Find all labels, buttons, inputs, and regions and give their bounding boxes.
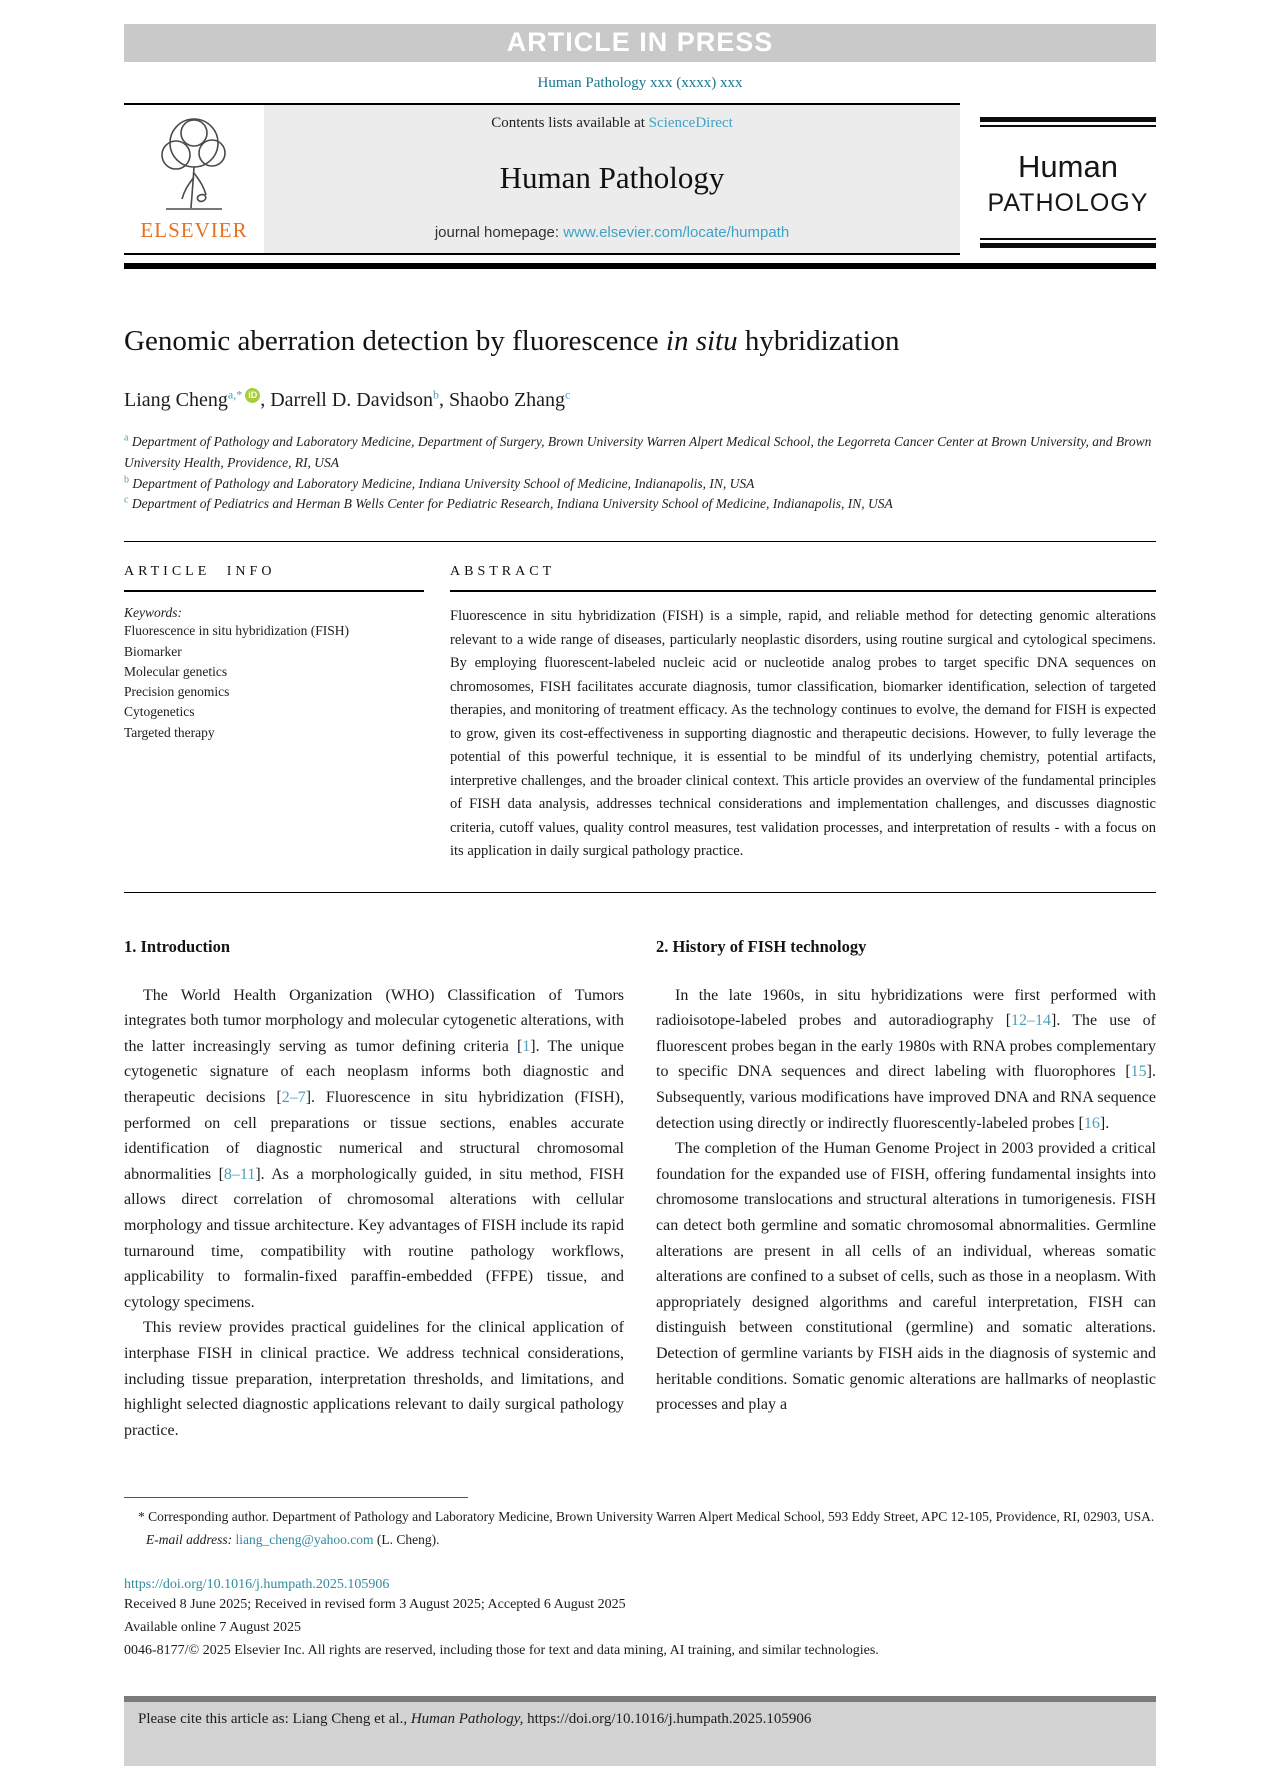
intro-paragraph-1: The World Health Organization (WHO) Classification of Tumors integrates both tumor morphology and molecular cytogenetic alterations, with the latter increasingly serving as tumor defining criteria [1]. The unique cytogenetic signature of each neoplasm informs both diagnostic and therapeutic decisions [2–7]. Fluorescence in situ hybridization (FISH), performed on cell preparations or tissue sections, enables accurate identification of diagnostic numerical and structural chromosomal abnormalities [8–11]. As a morphologically guided, in situ method, FISH allows direct correlation of chromosomal alterations with cellular morphology and tissue architecture. Key advantages of FISH include its rapid turnaround time, compatibility with routine pathology workflows, applicability to formalin-fixed paraffin-embedded (FFPE) tissue, and cytology specimens. — [124, 986, 624, 1311]
logo-rule — [980, 125, 1156, 127]
article-in-press-label: ARTICLE IN PRESS — [506, 27, 774, 57]
article-body — [124, 937, 1156, 1444]
contents-prefix: Contents lists available at — [491, 115, 649, 131]
doi-link[interactable]: https://doi.org/10.1016/j.humpath.2025.105906 — [124, 1577, 390, 1593]
author-affiliation-sup: c — [565, 387, 571, 401]
available-online-line: Available online 7 August 2025 — [124, 1620, 302, 1636]
abstract-text: Fluorescence in situ hybridization (FISH) is a simple, rapid, and reliable method for detecting genomic alterations relevant to a wide range of diseases, particularly neoplastic disorders, using routine surgical and cytological specimens. By employing fluorescent-labeled nucleic acid or nucleotide analog probes to target specific DNA sequences on chromosomes, FISH facilitates accurate diagnosis, tumor classification, biomarker identification, selection of targeted therapies, and monitoring of treatment efficacy. As the technology continues to evolve, the demand for FISH is expected to grow, given its cost-effectiveness in supporting diagnostic and therapeutic decisions. However, to fully leverage the potential of this powerful technique, it is essential to be mindful of its underlying chemistry, potential artifacts, interpretive challenges, and the broader clinical context. This article provides an overview of the fundamental principles of FISH data analysis, addresses technical considerations and implementation challenges, and discusses diagnostic criteria, cutoff values, quality control measures, test validation processes, and interpretation of results - with a focus on its application in daily surgical pathology practice. — [450, 608, 1156, 860]
journal-masthead — [124, 103, 1156, 255]
masthead-left — [124, 103, 960, 255]
article-in-press-banner — [124, 24, 1156, 62]
author-separator: , — [438, 388, 449, 411]
logo-rule — [980, 117, 1156, 122]
doi-line — [124, 1577, 1156, 1593]
keyword-item: Targeted therapy — [124, 724, 215, 740]
copyright-line: 0046-8177/© 2025 Elsevier Inc. All rights are reserved, including those for text and data mining, AI training, and similar technologies. — [124, 1643, 879, 1659]
footnote-rule — [124, 1497, 468, 1498]
logo-word-human: Human — [1018, 149, 1118, 184]
human-pathology-logo — [980, 117, 1156, 255]
sciencedirect-link[interactable]: ScienceDirect — [648, 115, 733, 131]
author-shaobo-zhang: Shaobo Zhang$^c$ — [448, 387, 571, 411]
article-info-heading: ARTICLE INFO — [124, 564, 424, 592]
elsevier-tree-icon — [148, 111, 240, 215]
elsevier-wordmark: ELSEVIER — [140, 218, 248, 242]
journal-homepage-link[interactable]: www.elsevier.com/locate/humpath — [563, 224, 790, 241]
section-heading-history: 2. History of FISH technology — [656, 936, 867, 956]
elsevier-logo[interactable] — [124, 105, 264, 253]
footnote-block — [124, 1497, 1156, 1551]
affiliation-c: $^c$ Department of Pediatrics and Herman B Wells Center for Pediatric Research, Indiana University School of Medicine, Indianapolis, IN, USA — [124, 494, 893, 512]
keyword-item: Precision genomics — [124, 684, 230, 700]
keyword-item: Cytogenetics — [124, 704, 195, 720]
received-dates-line: Received 8 June 2025; Received in revised form 3 August 2025; Accepted 6 August 2025 — [124, 1597, 626, 1613]
article-info-column — [124, 564, 424, 863]
history-paragraph-2: The completion of the Human Genome Project in 2003 provided a critical foundation for the expanded use of FISH, offering fundamental insights into chromosome translocations and structural alterations in tumorigenesis. FISH can detect both germline and somatic chromosomal abnormalities. Germline alterations are present in all cells of an individual, whereas somatic alterations are confined to a subset of cells, such as those in a neoplasm. With appropriately designed algorithms and careful interpretation, FISH can distinguish between constitutional (germline) and somatic alterations. Detection of germline variants by FISH aids in the diagnosis of systemic and heritable conditions. Somatic genomic alterations are hallmarks of neoplastic processes and play a — [656, 1140, 1156, 1414]
author-affiliation-sup: a,* — [227, 387, 243, 401]
article-page — [124, 0, 1156, 1766]
keyword-item: Biomarker — [124, 643, 182, 659]
contents-line — [264, 115, 960, 132]
homepage-prefix: journal homepage: — [434, 224, 564, 241]
body-column-right — [656, 937, 1156, 1444]
abstract-column — [450, 564, 1156, 863]
intro-paragraph-2: This review provides practical guidelines for the clinical application of interphase FISH in clinical practice. We address technical considerations, including tissue preparation, interpretation thresholds, and limitations, and highlight selected diagnostic applications relevant to daily surgical pathology practice. — [124, 1319, 624, 1439]
masthead-divider-bar — [124, 263, 1156, 269]
keyword-item: Fluorescence in situ hybridization (FISH) — [124, 623, 349, 639]
affiliation-list — [124, 432, 1156, 516]
masthead-center-panel — [264, 105, 960, 253]
author-list — [124, 388, 1156, 412]
homepage-line — [264, 224, 960, 241]
logo-rule — [980, 238, 1156, 240]
info-abstract-block — [124, 564, 1156, 892]
logo-word-pathology: PATHOLOGY — [987, 189, 1149, 217]
keywords-label: Keywords: — [124, 605, 182, 621]
section-divider — [124, 541, 1156, 542]
journal-title: Human Pathology — [499, 160, 725, 195]
author-liang-cheng: Liang Cheng$^{a,*}$ iD — [124, 389, 260, 411]
corresponding-author-note: * Corresponding author. Department of Pathology and Laboratory Medicine, Brown University Warren Alpert Medical School, 593 Eddy Street, APC 12-105, Providence, RI, 02903, USA. — [138, 1509, 1155, 1525]
please-cite-box: Please cite this article as: Liang Cheng et al., Human Pathology, https://doi.org/10.1016/j.humpath.2025.105906 — [124, 1696, 1156, 1766]
history-paragraph-1: In the late 1960s, in situ hybridizations were first performed with radioisotope-labeled probes and autoradiography [12–14]. The use of fluorescent probes began in the early 1980s with RNA probes complementary to specific DNA sequences and direct labeling with fluorophores [15]. Subsequently, various modifications have improved DNA and RNA sequence detection using directly or indirectly fluorescently-labeled probes [16]. — [656, 986, 1156, 1132]
author-affiliation-sup: b — [432, 387, 439, 401]
email-note: E-mail address: liang_cheng@yahoo.com (L. Cheng). — [146, 1532, 440, 1548]
orcid-icon[interactable]: iD — [245, 388, 260, 403]
body-column-left — [124, 937, 624, 1444]
logo-rule — [980, 243, 1156, 248]
author-separator: , — [260, 388, 271, 411]
abstract-heading: ABSTRACT — [450, 564, 1156, 592]
article-title: Genomic aberration detection by fluorescence in situ hybridization — [124, 325, 900, 357]
section-heading-introduction: 1. Introduction — [124, 936, 231, 956]
journal-reference-line: Human Pathology xxx (xxxx) xxx — [537, 75, 743, 91]
affiliation-a: $^a$ Department of Pathology and Laboratory Medicine, Department of Surgery, Brown University Warren Alpert Medical School, the Legorreta Cancer Center at Brown University, and Brown University Health, Providence, RI, USA — [124, 432, 1152, 470]
keyword-item: Molecular genetics — [124, 663, 228, 679]
author-darrell-davidson: Darrell D. Davidson$^b$ — [270, 387, 439, 411]
affiliation-b: $^b$ Department of Pathology and Laboratory Medicine, Indiana University School of Medicine, Indianapolis, IN, USA — [124, 474, 755, 491]
